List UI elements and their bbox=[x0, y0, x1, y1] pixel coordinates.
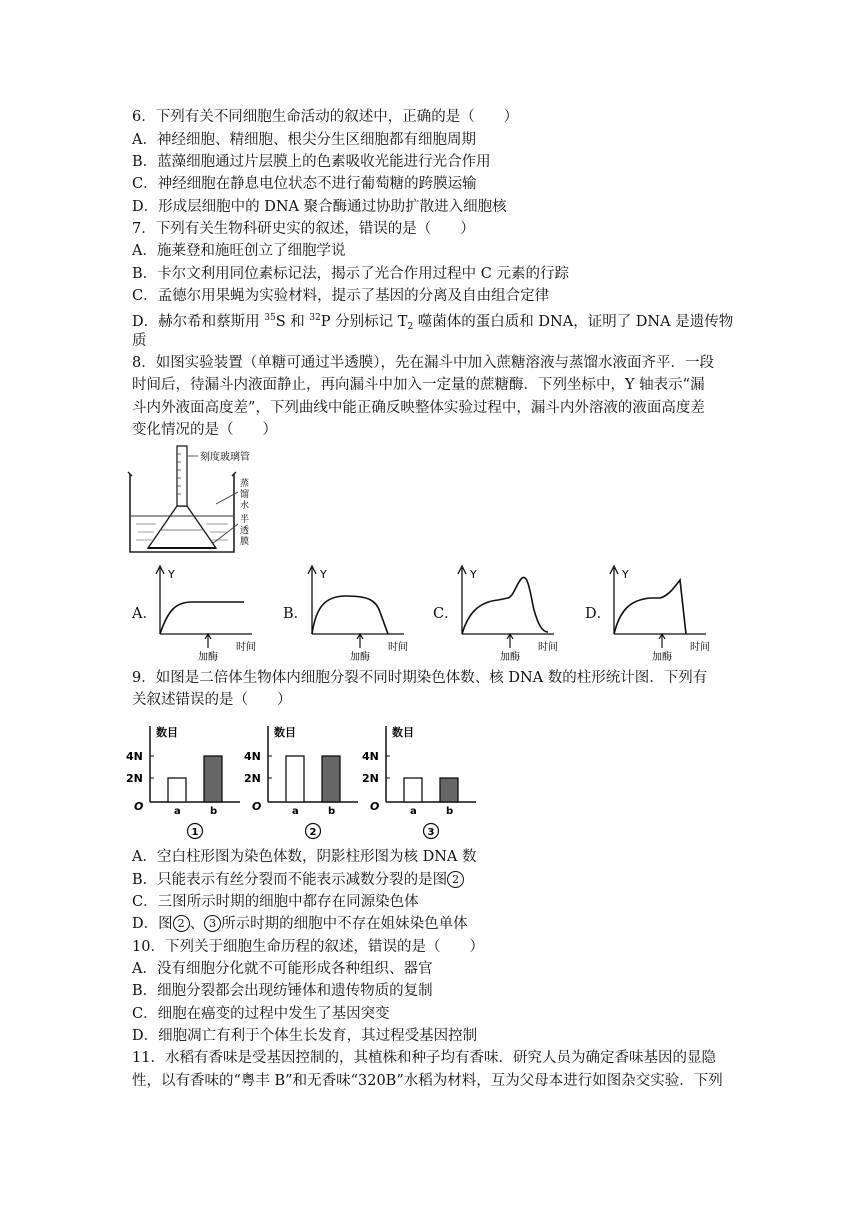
enzyme-label: 加酶 bbox=[350, 652, 370, 663]
bar-label-a: a bbox=[292, 806, 299, 817]
membrane-label-2: 透 bbox=[240, 526, 250, 536]
bar-label-a: a bbox=[174, 806, 181, 817]
q10-option-a: A．没有细胞分化就不可能形成各种组织、器官 bbox=[132, 961, 433, 977]
q7-stem: 7．下列有关生物科研史实的叙述，错误的是（ ） bbox=[132, 221, 475, 237]
q9-option-b: B．只能表示有丝分裂而不能表示减数分裂的是图 2 bbox=[132, 870, 464, 890]
origin-label: O bbox=[252, 800, 262, 813]
tick-label-2n: 2N bbox=[244, 772, 261, 785]
y-axis-label: Y bbox=[622, 568, 629, 581]
origin-label: O bbox=[134, 800, 144, 813]
circled-number: 2 bbox=[447, 871, 464, 888]
tick-label-2n: 2N bbox=[362, 772, 379, 785]
water-label-3: 水 bbox=[240, 501, 250, 511]
origin-label: O bbox=[370, 800, 380, 813]
q6-option-a: A．神经细胞、精细胞、根尖分生区细胞都有细胞周期 bbox=[132, 132, 476, 148]
tick-label-4n: 4N bbox=[244, 750, 261, 763]
circled-number: 3 bbox=[204, 915, 221, 932]
q6-option-d: D．形成层细胞中的 DNA 聚合酶通过协助扩散进入细胞核 bbox=[132, 199, 507, 215]
y-axis-title: 数目 bbox=[274, 726, 296, 739]
q8-stem-line1: 8．如图实验装置（单糖可通过半透膜），先在漏斗中加入蔗糖溶液与蒸馏水液面齐平．一段 bbox=[132, 355, 714, 371]
x-axis-label: 时间 bbox=[388, 642, 408, 653]
q9-stem-line1: 9．如图是二倍体生物体内细胞分裂不同时期染色体数、核 DNA 数的柱形统计图．下列有 bbox=[132, 670, 708, 686]
water-label-2: 馏 bbox=[240, 490, 250, 500]
q7-option-d-cont: 质 bbox=[132, 333, 147, 349]
q8-graph-c bbox=[452, 562, 582, 662]
q10-option-c: C．细胞在癌变的过程中发生了基因突变 bbox=[132, 1006, 390, 1022]
bar-a bbox=[168, 778, 186, 802]
q10-option-d: D．细胞凋亡有利于个体生长发育，其过程受基因控制 bbox=[132, 1028, 478, 1044]
tick-label-4n: 4N bbox=[362, 750, 379, 763]
tube-label: 刻度玻璃管 bbox=[200, 452, 250, 463]
panel-number: 1 bbox=[191, 827, 199, 838]
q8-graph-label-c: C． bbox=[433, 606, 459, 622]
curve-d bbox=[614, 580, 686, 634]
q11-stem-line1: 11．水稻有香味是受基因控制的，其植株和种子均有香味．研究人员为确定香味基因的显隐 bbox=[132, 1050, 716, 1066]
bar-charts bbox=[126, 718, 510, 842]
q9-stem-line2: 关叙述错误的是（ ） bbox=[132, 692, 292, 708]
curve-a bbox=[160, 602, 244, 634]
y-axis-title: 数目 bbox=[392, 726, 414, 739]
q8-graph-label-d: D． bbox=[585, 606, 612, 622]
bar-label-a: a bbox=[410, 806, 417, 817]
x-axis-label: 时间 bbox=[538, 642, 558, 653]
tick-label-4n: 4N bbox=[126, 750, 143, 763]
q9-option-a: A．空白柱形图为染色体数，阴影柱形图为核 DNA 数 bbox=[132, 849, 477, 865]
membrane-label-3: 膜 bbox=[240, 537, 250, 547]
apparatus-figure bbox=[126, 444, 276, 556]
q8-graph-label-a: A． bbox=[132, 606, 157, 622]
bar-a bbox=[404, 778, 422, 802]
enzyme-label: 加酶 bbox=[652, 652, 672, 663]
x-axis-label: 时间 bbox=[690, 642, 710, 653]
curve-b bbox=[312, 596, 388, 634]
y-axis-label: Y bbox=[168, 568, 175, 581]
tick-label-2n: 2N bbox=[126, 772, 143, 785]
q7-option-c: C．孟德尔用果蝇为实验材料，提示了基因的分离及自由组合定律 bbox=[132, 288, 550, 304]
q8-stem-line3: 斗内外液面高度差”，下列曲线中能正确反映整体实验过程中，漏斗内外溶液的液面高度差 bbox=[132, 400, 705, 416]
bar-a bbox=[286, 756, 304, 802]
q9-option-d: D．图 2 、 3 所示时期的细胞中不存在姐妹染色单体 bbox=[132, 916, 468, 932]
q7-option-a: A．施莱登和施旺创立了细胞学说 bbox=[132, 243, 346, 259]
q8-graph-d bbox=[604, 562, 734, 662]
water-label-1: 蒸 bbox=[240, 479, 250, 489]
bar-b bbox=[440, 778, 458, 802]
bar-b bbox=[204, 756, 222, 802]
y-axis-label: Y bbox=[470, 568, 477, 581]
bar-b bbox=[322, 756, 340, 802]
q6-stem: 6．下列有关不同细胞生命活动的叙述中，正确的是（ ） bbox=[132, 109, 519, 125]
panel-number: 2 bbox=[309, 827, 317, 838]
q10-option-b: B．细胞分裂都会出现纺锤体和遗传物质的复制 bbox=[132, 983, 433, 999]
q8-stem-line4: 变化情况的是（ ） bbox=[132, 422, 277, 438]
q11-stem-line2: 性，以有香味的“粤丰 B”和无香味“320B”水稻为材料，互为父母本进行如图杂交实验．下列 bbox=[132, 1073, 723, 1089]
bar-label-b: b bbox=[446, 806, 454, 817]
enzyme-label: 加酶 bbox=[500, 652, 520, 663]
enzyme-label: 加酶 bbox=[198, 652, 218, 663]
bar-label-b: b bbox=[210, 806, 218, 817]
q6-option-b: B．蓝藻细胞通过片层膜上的色素吸收光能进行光合作用 bbox=[132, 154, 491, 170]
y-axis-title: 数目 bbox=[156, 726, 178, 739]
q8-graph-a bbox=[150, 562, 280, 662]
y-axis-label: Y bbox=[320, 568, 327, 581]
q7-option-b: B．卡尔文利用同位素标记法，揭示了光合作用过程中 C 元素的行踪 bbox=[132, 266, 569, 282]
q7-option-d: D．赫尔希和蔡斯用 $^{35}$S 和 $^{32}$P 分别标记 $T_2$ 噬菌体的蛋白质和 DNA，证明了 DNA 是遗传物 bbox=[132, 313, 734, 332]
q8-graph-label-b: B． bbox=[283, 606, 309, 622]
membrane-label-1: 半 bbox=[240, 515, 250, 525]
q8-graph-b bbox=[302, 562, 432, 662]
panel-number: 3 bbox=[427, 827, 435, 838]
x-axis-label: 时间 bbox=[236, 642, 256, 653]
circled-number: 2 bbox=[173, 915, 190, 932]
q6-option-c: C．神经细胞在静息电位状态不进行葡萄糖的跨膜运输 bbox=[132, 176, 477, 192]
curve-c bbox=[462, 577, 548, 634]
q8-stem-line2: 时间后，待漏斗内液面静止，再向漏斗中加入一定量的蔗糖酶．下列坐标中，Y 轴表示“漏 bbox=[132, 377, 705, 393]
q9-option-c: C．三图所示时期的细胞中都存在同源染色体 bbox=[132, 894, 419, 910]
bar-label-b: b bbox=[328, 806, 336, 817]
q10-stem: 10．下列关于细胞生命历程的叙述，错误的是（ ） bbox=[132, 939, 484, 955]
